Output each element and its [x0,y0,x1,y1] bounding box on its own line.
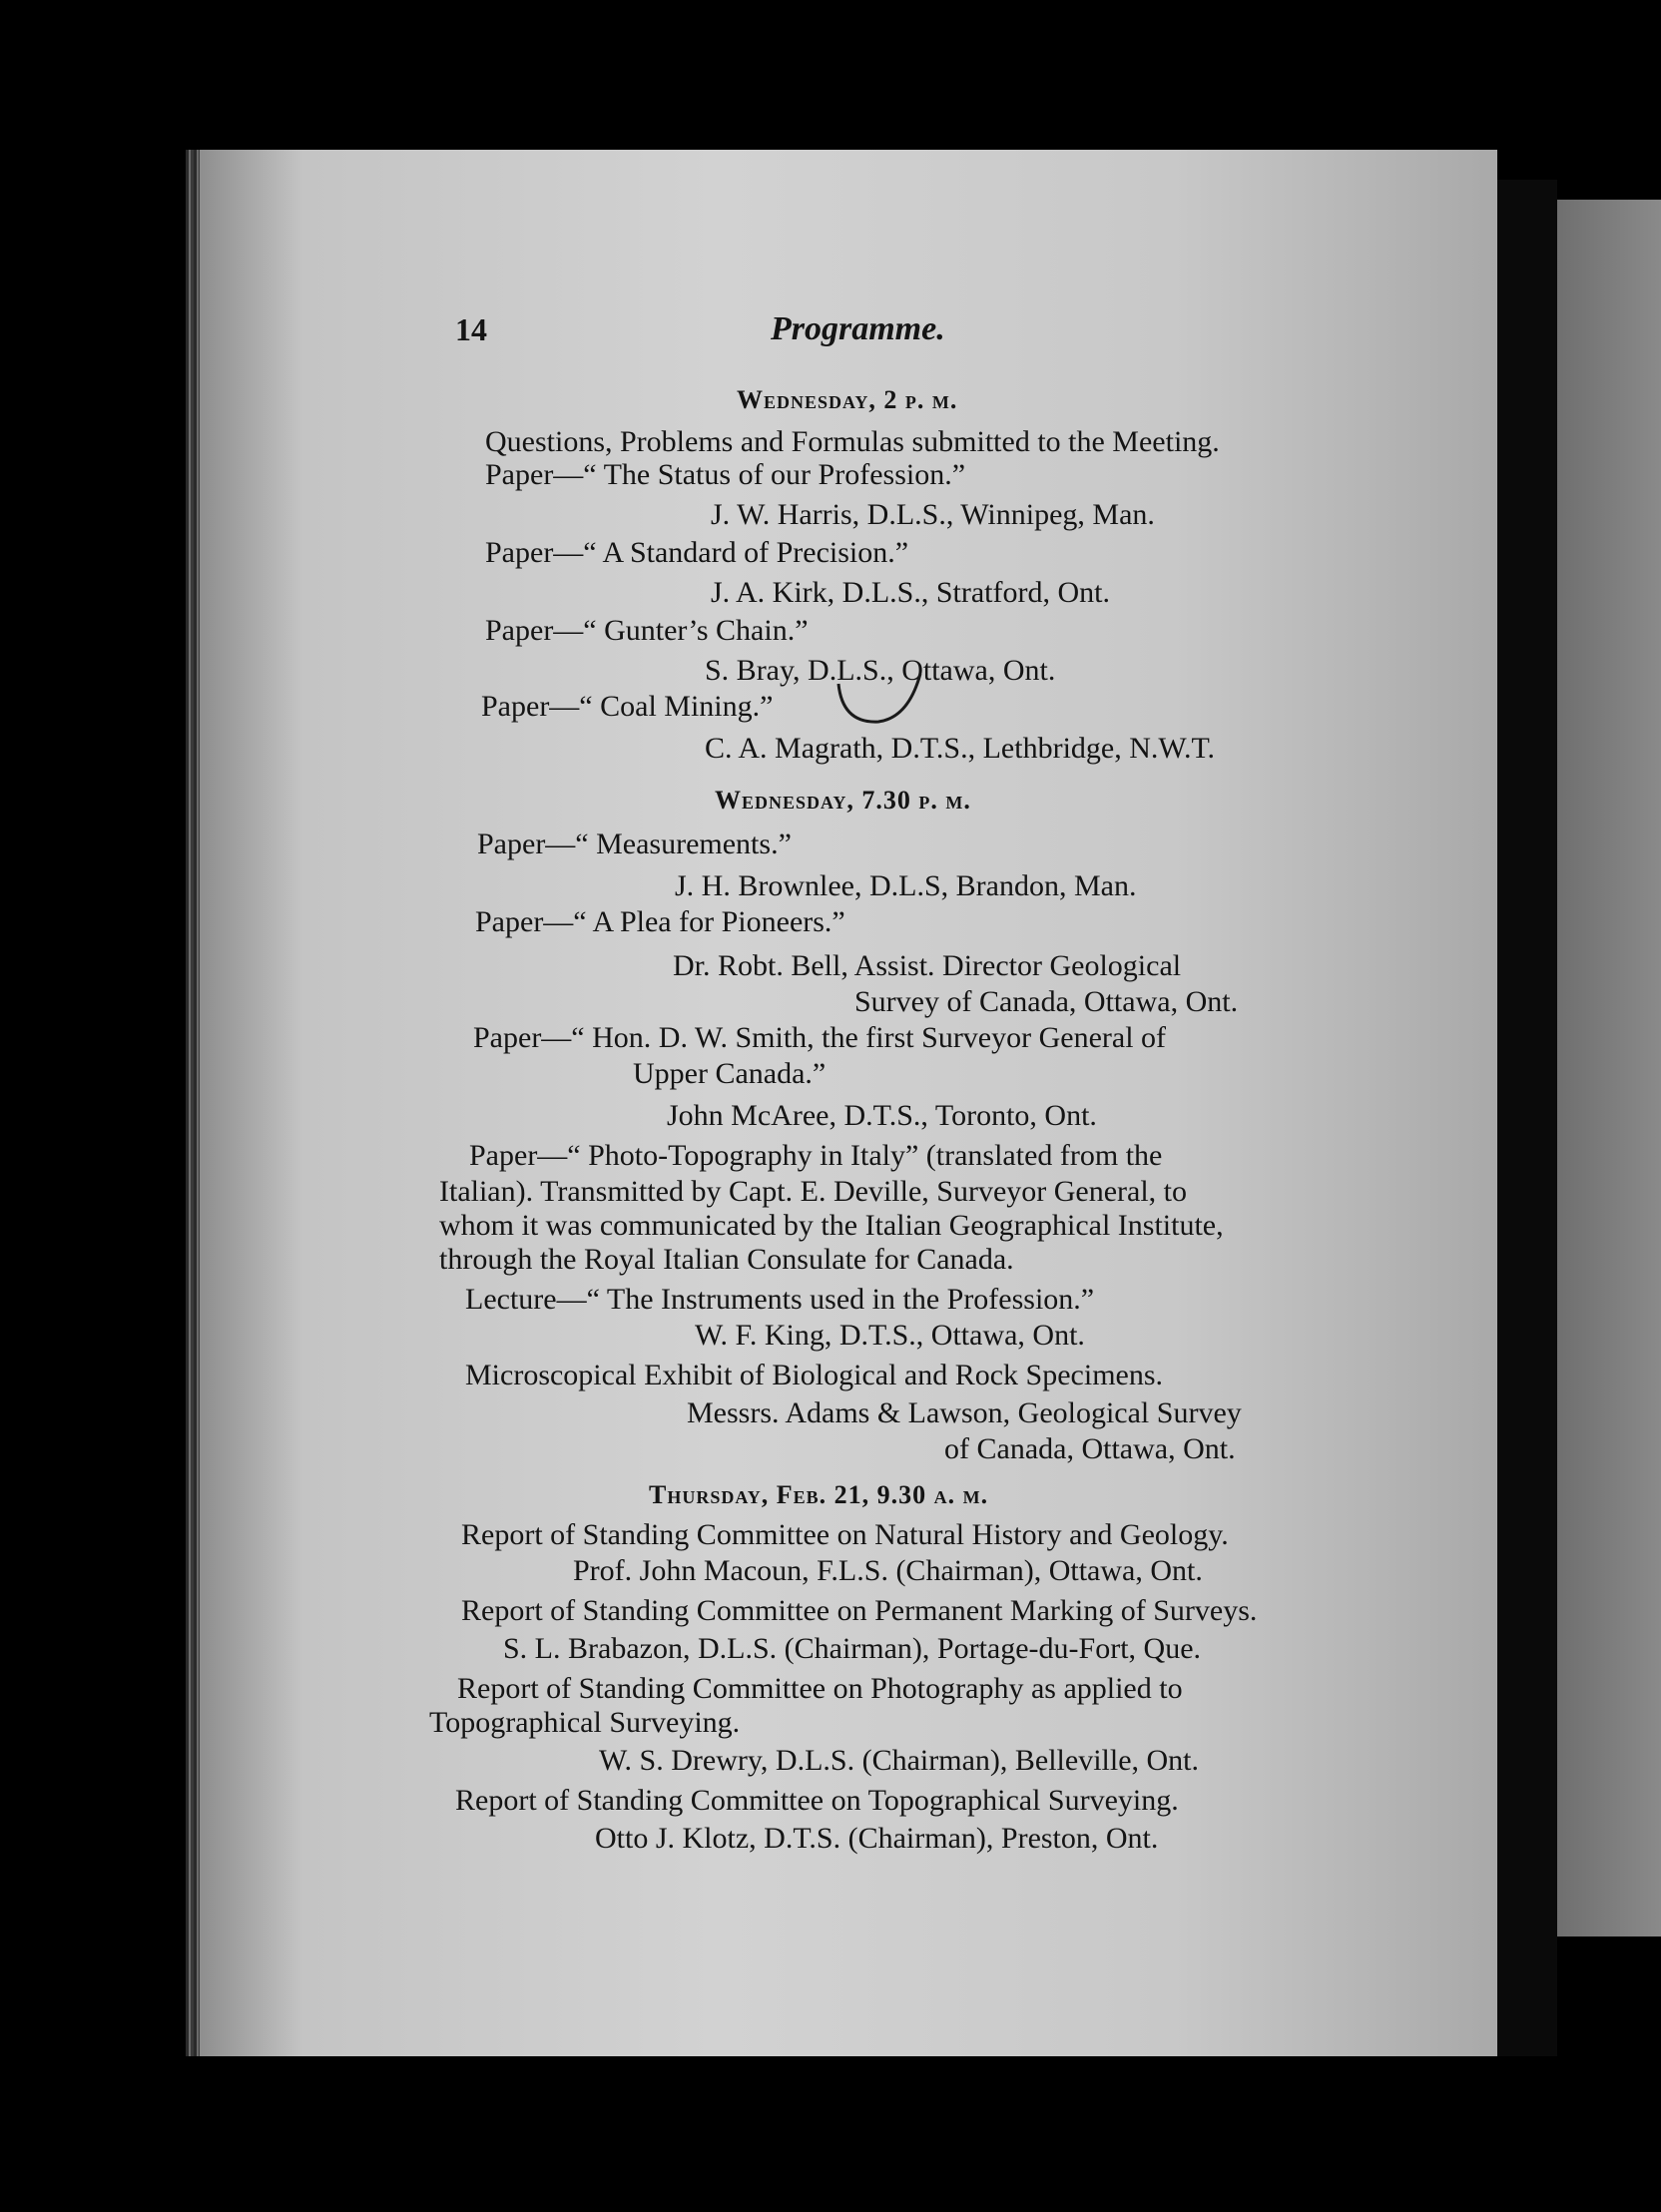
programme-line: Lecture—“ The Instruments used in the Profession.” [465,1283,1095,1316]
programme-line: Dr. Robt. Bell, Assist. Director Geological [673,949,1182,982]
facing-page-edge [1557,200,1661,1936]
programme-line: Microscopical Exhibit of Biological and Rock Specimens. [465,1359,1164,1391]
programme-line: Paper—“ Coal Mining.” [481,690,774,723]
programme-line: J. H. Brownlee, D.L.S, Brandon, Man. [675,869,1137,902]
programme-line: Topographical Surveying. [429,1706,741,1739]
programme-line: Otto J. Klotz, D.T.S. (Chairman), Preston, Ont. [595,1822,1159,1855]
programme-line: W. F. King, D.T.S., Ottawa, Ont. [695,1319,1085,1352]
programme-line: Prof. John Macoun, F.L.S. (Chairman), Ottawa, Ont. [573,1554,1203,1587]
programme-line: Report of Standing Committee on Topographical Surveying. [455,1784,1179,1817]
programme-line: of Canada, Ottawa, Ont. [944,1432,1236,1465]
programme-line: whom it was communicated by the Italian Geographical Institute, [439,1209,1224,1242]
programme-line: C. A. Magrath, D.T.S., Lethbridge, N.W.T. [705,732,1216,765]
programme-line: Italian). Transmitted by Capt. E. Deville, Surveyor General, to [439,1175,1188,1208]
programme-line: Paper—“ Gunter’s Chain.” [485,614,809,647]
programme-line: S. L. Brabazon, D.L.S. (Chairman), Portage-du-Fort, Que. [503,1632,1202,1665]
programme-line: W. S. Drewry, D.L.S. (Chairman), Belleville, Ont. [599,1744,1200,1777]
programme-line: Paper—“ A Plea for Pioneers.” [475,905,845,938]
page-number: 14 [455,311,487,347]
programme-line: Questions, Problems and Formulas submitted to the Meeting. [485,425,1220,458]
programme-line: J. A. Kirk, D.L.S., Stratford, Ont. [711,576,1110,609]
programme-line: Paper—“ The Status of our Profession.” [485,458,966,491]
session-heading: Thursday, Feb. 21, 9.30 a. m. [649,1480,989,1509]
programme-line: Report of Standing Committee on Permanent Marking of Surveys. [461,1594,1258,1627]
programme-line: Messrs. Adams & Lawson, Geological Survey [687,1396,1242,1429]
programme-line: Paper—“ Measurements.” [477,828,792,860]
programme-line: Paper—“ A Standard of Precision.” [485,536,909,569]
session-heading: Wednesday, 7.30 p. m. [715,786,971,815]
session-heading: Wednesday, 2 p. m. [737,385,958,414]
programme-line: S. Bray, D.L.S., Ottawa, Ont. [705,654,1056,687]
programme-line: Upper Canada.” [633,1057,827,1090]
programme-line: Report of Standing Committee on Photography as applied to [457,1672,1183,1705]
programme-line: J. W. Harris, D.L.S., Winnipeg, Man. [711,498,1155,531]
running-title: Programme. [771,310,945,347]
programme-line: John McAree, D.T.S., Toronto, Ont. [667,1099,1097,1132]
page-gutter [1497,180,1557,2056]
programme-line: Report of Standing Committee on Natural History and Geology. [461,1518,1229,1551]
programme-line: Paper—“ Hon. D. W. Smith, the first Surveyor General of [473,1021,1167,1054]
programme-line: Survey of Canada, Ottawa, Ont. [854,985,1239,1018]
pencil-annotation [819,654,958,734]
programme-line: through the Royal Italian Consulate for Canada. [439,1243,1014,1276]
programme-line: Paper—“ Photo-Topography in Italy” (translated from the [469,1139,1163,1172]
